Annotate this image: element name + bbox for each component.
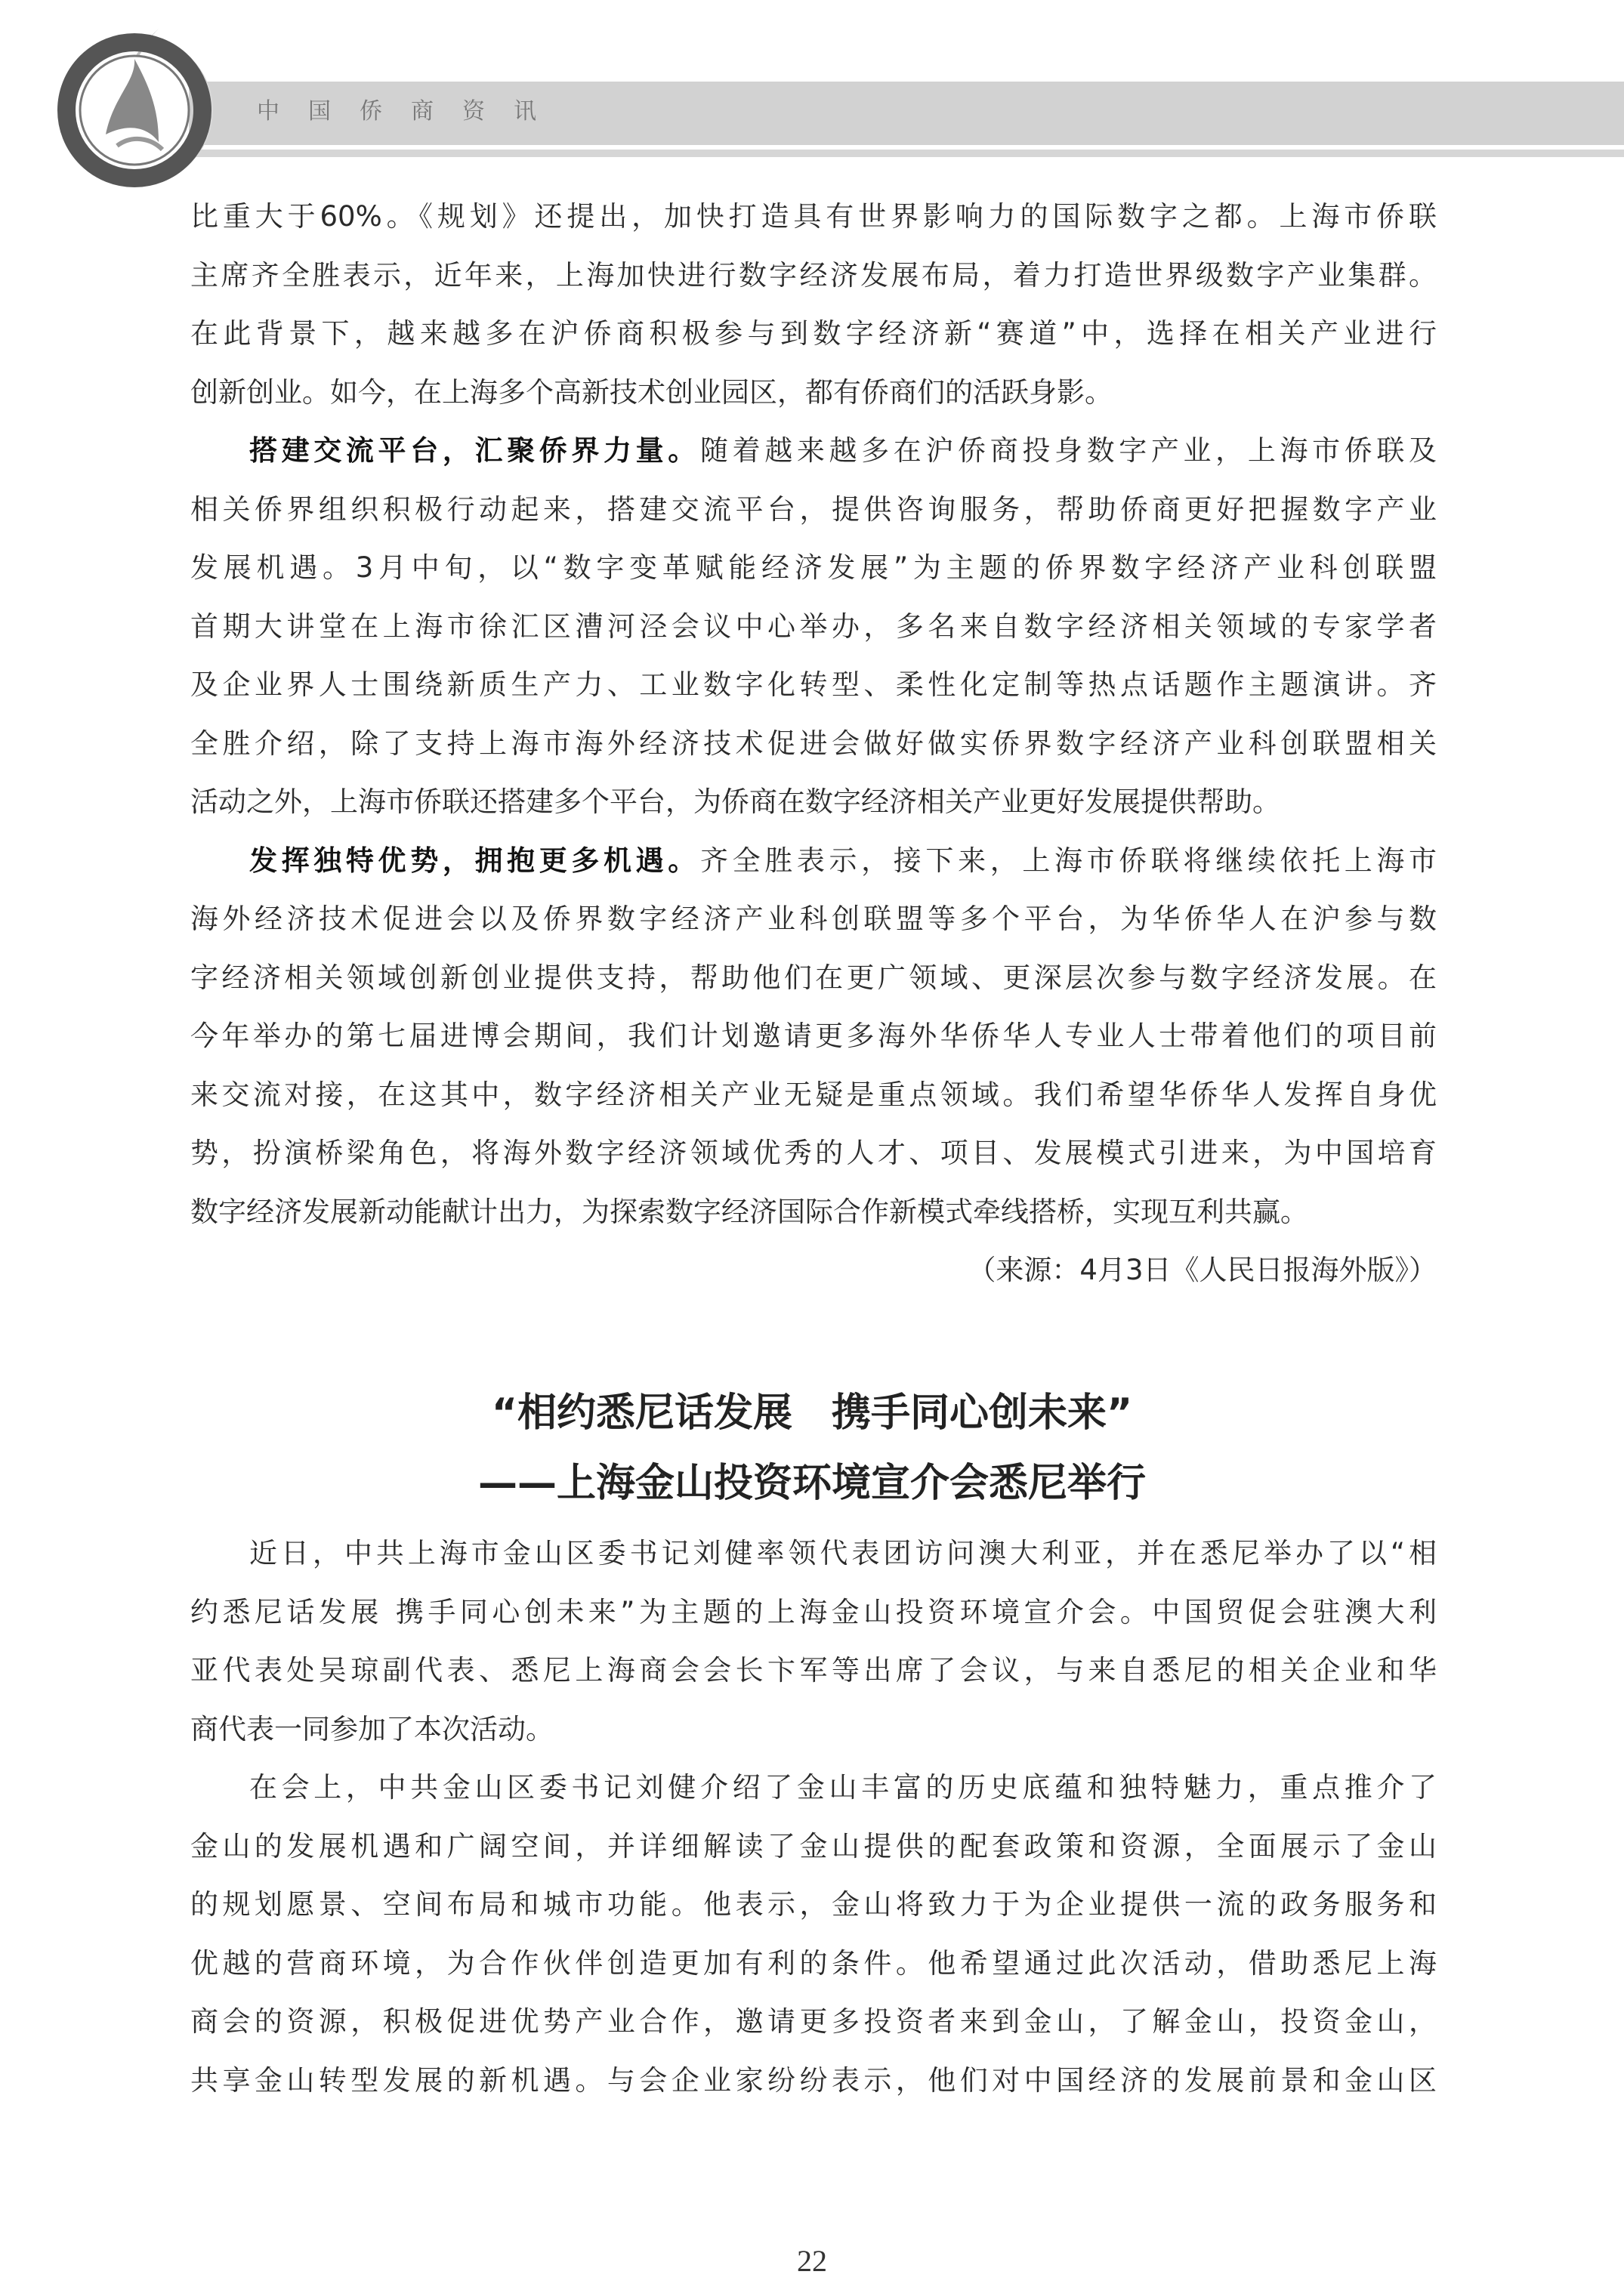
line-text: 今年举办的第七届进博会期间，我们计划邀请更多海外华侨华人专业人士带着他们的项目前 xyxy=(190,1020,1437,1052)
text-line xyxy=(190,539,1437,597)
article-2-subtitle: ——上海金山投资环境宣介会悉尼举行 xyxy=(477,1461,1146,1506)
article-2-body xyxy=(190,1524,1437,2109)
text-line xyxy=(190,480,1437,539)
line-text: 在会上，中共金山区委书记刘健介绍了金山丰富的历史底蕴和独特魅力，重点推介了 xyxy=(249,1771,1437,1804)
article-1-body xyxy=(190,187,1437,1300)
line-text: 全胜介绍，除了支持上海市海外经济技术促进会做好做实侨界数字经济产业科创联盟相关 xyxy=(190,727,1437,760)
text-line xyxy=(190,2051,1437,2110)
line-text: 活动之外，上海市侨联还搭建多个平台，为侨商在数字经济相关产业更好发展提供帮助。 xyxy=(190,785,1280,818)
line-text: 共享金山转型发展的新机遇。与会企业家纷纷表示，他们对中国经济的发展前景和金山区 xyxy=(190,2063,1437,2097)
text-line xyxy=(190,773,1437,832)
page-number: 22 xyxy=(797,2244,827,2278)
line-text: 齐全胜表示，接下来，上海市侨联将继续依托上海市 xyxy=(699,844,1437,877)
text-line xyxy=(190,1992,1437,2051)
text-line xyxy=(190,187,1437,246)
text-line xyxy=(190,1641,1437,1700)
source-citation: （来源：4月3日《人民日报海外版》） xyxy=(968,1254,1437,1286)
text-line xyxy=(190,1524,1437,1583)
text-line xyxy=(190,1066,1437,1125)
line-text: 及企业界人士围绕新质生产力、工业数字化转型、柔性化定制等热点话题作主题演讲。齐 xyxy=(190,668,1437,701)
text-line xyxy=(190,1758,1437,1817)
text-line xyxy=(190,1875,1437,1934)
paragraph xyxy=(190,421,1437,832)
text-line xyxy=(190,363,1437,422)
line-text: 相关侨界组织积极行动起来，搭建交流平台，提供咨询服务，帮助侨商更好把握数字产业 xyxy=(190,492,1437,526)
text-line xyxy=(190,597,1437,656)
line-text: 主席齐全胜表示，近年来，上海加快进行数字经济发展布局，着力打造世界级数字产业集群。 xyxy=(190,258,1437,292)
line-text: 的规划愿景、空间布局和城市功能。他表示，金山将致力于为企业提供一流的政务服务和 xyxy=(190,1888,1437,1921)
line-text: 优越的营商环境，为合作伙伴创造更加有利的条件。他希望通过此次活动，借助悉尼上海 xyxy=(190,1946,1437,1980)
line-text: 数字经济发展新动能献计出力，为探索数字经济国际合作新模式牵线搭桥，实现互利共赢。 xyxy=(190,1195,1308,1228)
text-line xyxy=(190,890,1437,949)
line-text: 海外经济技术促进会以及侨界数字经济产业科创联盟等多个平台，为华侨华人在沪参与数 xyxy=(190,903,1437,935)
line-text: 发展机遇。3月中旬，以“数字变革赋能经济发展”为主题的侨界数字经济产业科创联盟 xyxy=(190,551,1437,584)
text-line xyxy=(190,1583,1437,1642)
line-text: 字经济相关领域创新创业提供支持，帮助他们在更广领域、更深层次参与数字经济发展。在 xyxy=(190,961,1437,994)
logo-icon xyxy=(45,14,242,210)
article-2-title: “相约悉尼话发展 携手同心创未来” xyxy=(491,1390,1133,1436)
text-line xyxy=(190,1007,1437,1066)
text-line xyxy=(190,1817,1437,1876)
line-text: 金山的发展机遇和广阔空间，并详细解读了金山提供的配套政策和资源，全面展示了金山 xyxy=(190,1829,1437,1862)
paragraph xyxy=(190,832,1437,1242)
text-line xyxy=(190,1124,1437,1183)
text-line xyxy=(190,1183,1437,1242)
paragraph xyxy=(190,1524,1437,1758)
text-line xyxy=(190,421,1437,480)
line-text: 近日，中共上海市金山区委书记刘健率领代表团访问澳大利亚，并在悉尼举办了以“相 xyxy=(249,1537,1437,1569)
line-text: 商代表一同参加了本次活动。 xyxy=(190,1712,554,1745)
line-text: 创新创业。如今，在上海多个高新技术创业园区，都有侨商们的活跃身影。 xyxy=(190,375,1113,409)
text-line xyxy=(190,246,1437,305)
text-line xyxy=(190,656,1437,714)
text-line xyxy=(190,714,1437,773)
line-text: 在此背景下，越来越多在沪侨商积极参与到数字经济新“赛道”中，选择在相关产业进行 xyxy=(190,317,1437,350)
text-line xyxy=(190,832,1437,890)
line-text: 亚代表处吴琼副代表、悉尼上海商会会长卞军等出席了会议，与来自悉尼的相关企业和华 xyxy=(190,1654,1437,1687)
header-title: 中国侨商资讯 xyxy=(257,98,565,125)
text-line xyxy=(190,1700,1437,1759)
line-text: 约悉尼话发展 携手同心创未来”为主题的上海金山投资环境宣介会。中国贸促会驻澳大利 xyxy=(190,1595,1437,1628)
line-text: 商会的资源，积极促进优势产业合作，邀请更多投资者来到金山，了解金山，投资金山， xyxy=(190,2005,1437,2038)
header-rule xyxy=(189,150,1624,157)
line-text: 随着越来越多在沪侨商投身数字产业，上海市侨联及 xyxy=(699,434,1437,467)
line-text: 首期大讲堂在上海市徐汇区漕河泾会议中心举办，多名来自数字经济相关领域的专家学者 xyxy=(190,610,1437,643)
line-text: 势，扮演桥梁角色，将海外数字经济领域优秀的人才、项目、发展模式引进来，为中国培育 xyxy=(190,1137,1437,1169)
paragraph-lead: 搭建交流平台，汇聚侨界力量。 xyxy=(249,434,700,467)
paragraph xyxy=(190,187,1437,421)
paragraph xyxy=(190,1758,1437,2109)
line-text: 比重大于60%。《规划》还提出，加快打造具有世界影响力的国际数字之都。上海市侨联 xyxy=(190,200,1437,233)
paragraph-lead: 发挥独特优势，拥抱更多机遇。 xyxy=(249,844,700,877)
text-line xyxy=(190,1934,1437,1993)
line-text: 来交流对接，在这其中，数字经济相关产业无疑是重点领域。我们希望华侨华人发挥自身优 xyxy=(190,1078,1437,1111)
text-line xyxy=(190,304,1437,363)
text-line xyxy=(190,949,1437,1008)
